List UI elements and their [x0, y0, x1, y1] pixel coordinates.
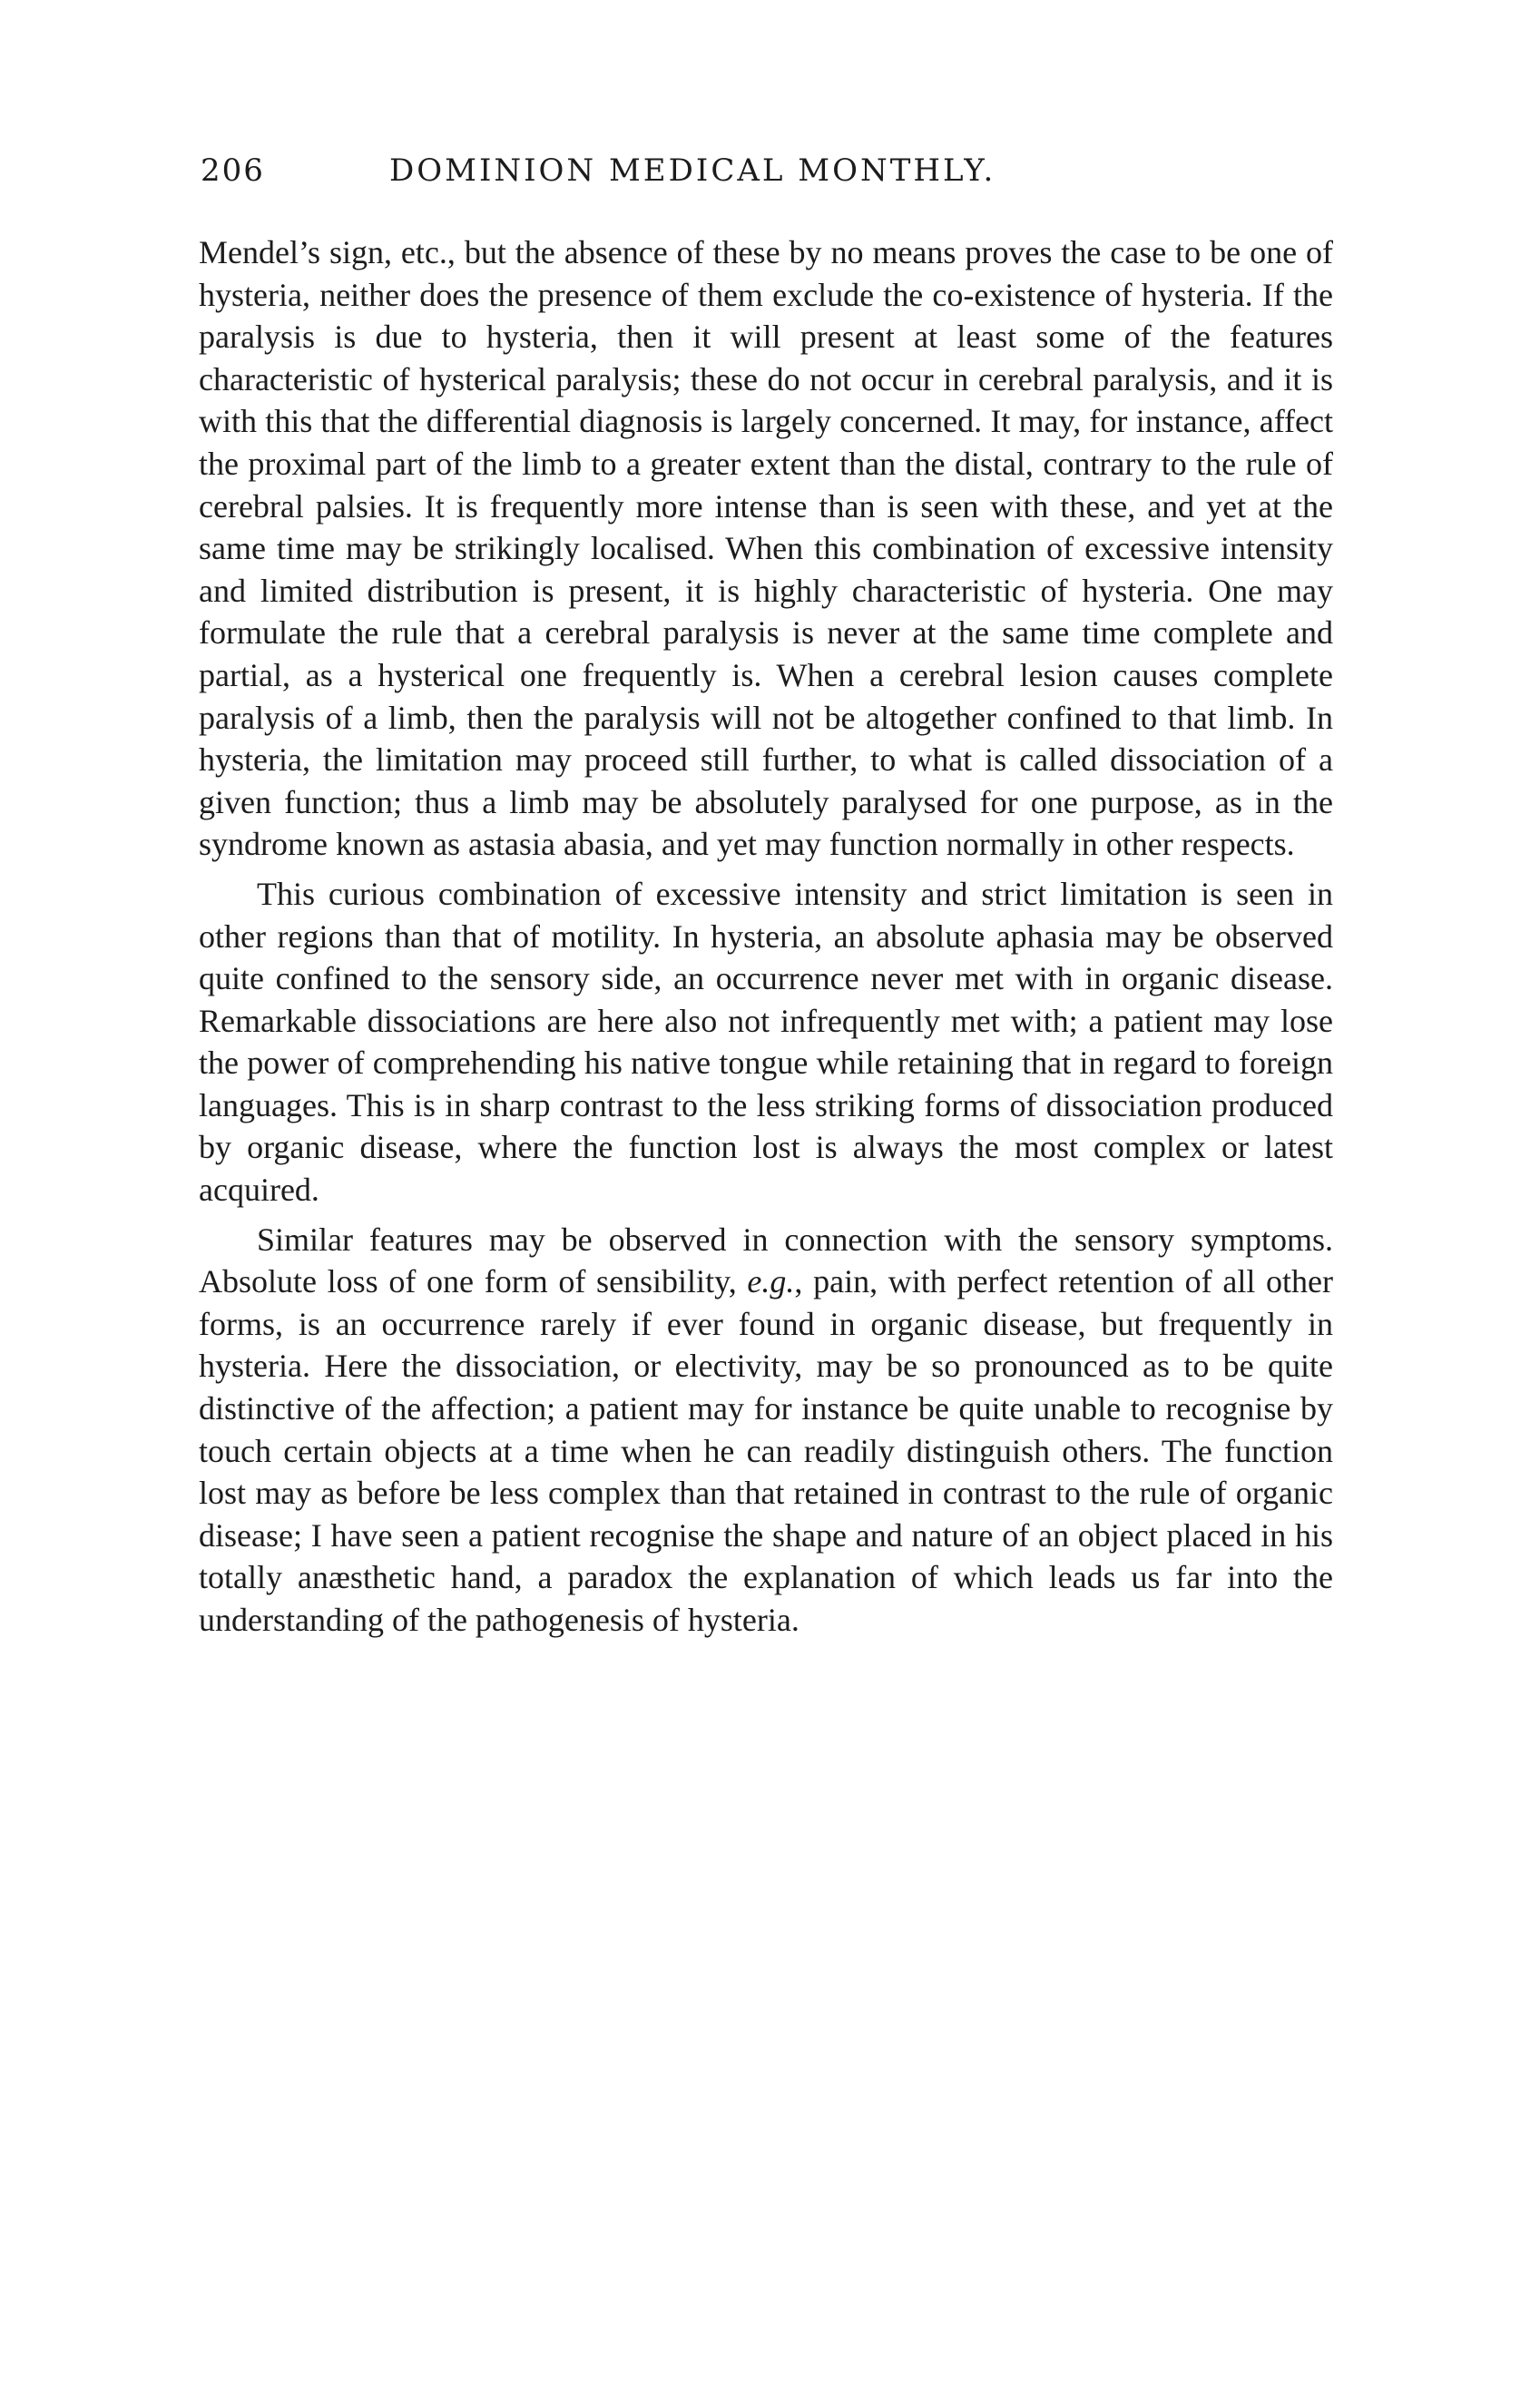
paragraph-3-text-a: Similar features may be observed in connection with the sensory symptoms. Absolute loss of one form of sensibility,	[199, 1221, 1333, 1300]
paragraph-1: Mendel’s sign, etc., but the absence of these by no means proves the case to be one of hysteria, neither does the presence of them exclude the co-existence of hysteria. If the paralysis is due to hysteria, then it will present at least some of the features characteristic of hysterical paralysis; these do not occur in cerebral paralysis, and it is with this that the differential diagnosis is largely concerned. It may, for instance, affect the proximal part of the limb to a greater extent than the distal, contrary to the rule of cerebral palsies. It is frequently more intense than is seen with these, and yet at the same time may be strikingly localised. When this combination of excessive intensity and limited distribution is present, it is highly characteristic of hysteria. One may formulate the rule that a cerebral paralysis is never at the same time complete and partial, as a hysterical one frequently is. When a cerebral lesion causes complete paralysis of a limb, then the paralysis will not be altogether confined to that limb. In hysteria, the limitation may proceed still further, to what is called dissociation of a given function; thus a limb may be absolutely paralysed for one purpose, as in the syndrome known as astasia abasia, and yet may function normally in other respects.	[199, 234, 1333, 863]
page-number: 206	[201, 152, 265, 189]
paragraph-3	[199, 1219, 1333, 1642]
running-header	[199, 152, 1333, 198]
body-text	[199, 231, 1333, 1642]
paragraph-3-text-b: , pain, with perfect retention of all other forms, is an occurrence rarely if ever found in organic disease, but frequently in hysteria. Here the dissociation, or electivity, may be so pronounced as to be quite distinctive of the affection; a patient may for instance be quite unable to recognise by touch certain objects at a time when he can readily distinguish others. The function lost may as before be less complex than that retained in contrast to the rule of organic disease; I have seen a patient recognise the shape and nature of an object placed in his totally anæsthetic hand, a paradox the explanation of which leads us far into the understanding of the pathogenesis of hysteria.	[199, 1263, 1333, 1638]
paragraph-3-italic: e.g.	[747, 1263, 795, 1300]
journal-title: DOMINION MEDICAL MONTHLY.	[389, 152, 996, 189]
paragraph-2: This curious combination of excessive intensity and strict limitation is seen in other regions than that of motility. In hysteria, an absolute aphasia may be observed quite confined to the sensory side, an occurrence never met with in organic disease. Remarkable dissociations are here also not infrequently met with; a patient may lose the power of comprehending his native tongue while retaining that in regard to foreign languages. This is in sharp contrast to the less striking forms of dissociation produced by organic disease, where the function lost is always the most complex or latest acquired.	[199, 875, 1333, 1209]
